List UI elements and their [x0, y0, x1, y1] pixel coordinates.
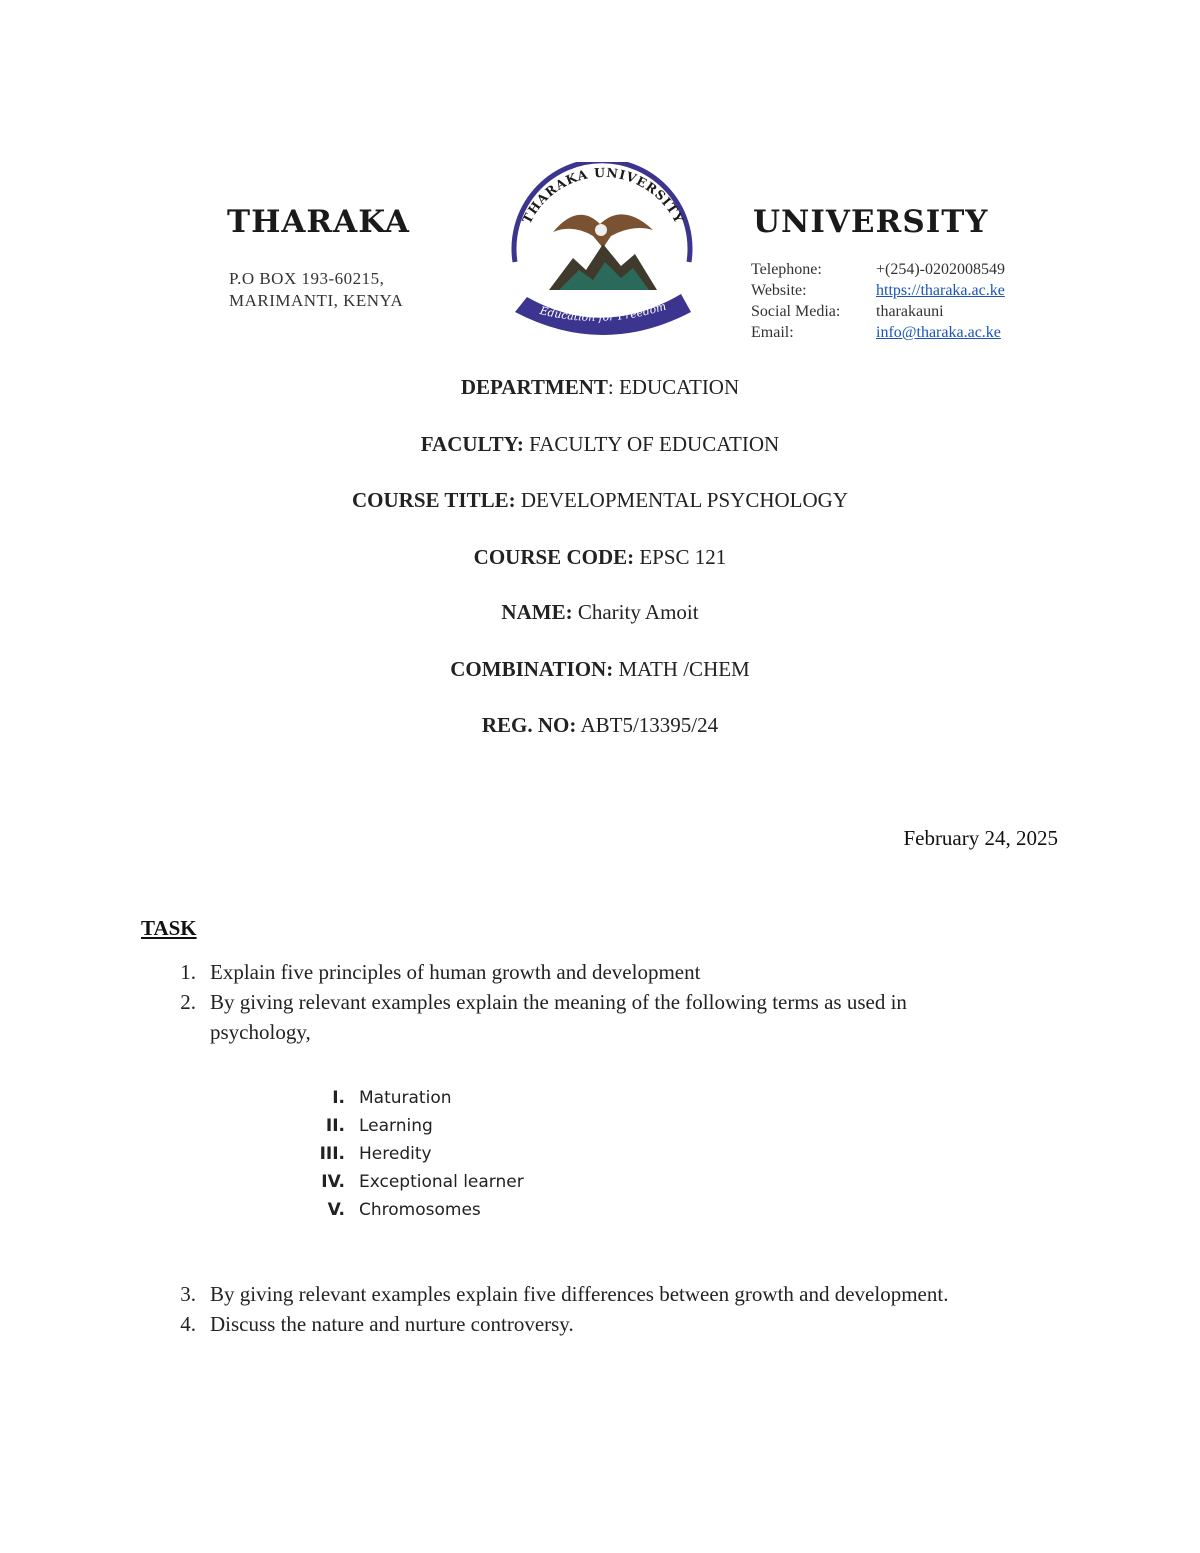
letterhead-left-word: THARAKA	[227, 204, 410, 240]
question-number: 3.	[180, 1282, 196, 1306]
logo-motto-text: Education for Freedom	[538, 299, 668, 324]
term-numeral: IV.	[321, 1172, 345, 1192]
term-numeral: III.	[319, 1144, 345, 1164]
contact-block	[751, 259, 1005, 343]
university-seal-icon	[493, 162, 711, 348]
submission-date: February 24, 2025	[903, 826, 1058, 850]
name-line	[0, 600, 1200, 625]
contact-row-email	[751, 322, 1005, 343]
contact-row-telephone	[751, 259, 1005, 280]
course-title-value: DEVELOPMENTAL PSYCHOLOGY	[520, 488, 848, 512]
department-label: DEPARTMENT	[460, 375, 608, 399]
website-link[interactable]: https://tharaka.ac.ke	[876, 282, 1005, 299]
question-text: By giving relevant examples explain the meaning of the following terms as used in	[210, 990, 907, 1014]
address-line-2: MARIMANTI, KENYA	[229, 291, 404, 310]
address-line-1: P.O BOX 193-60215,	[229, 269, 385, 288]
telephone-label: Telephone:	[751, 261, 822, 278]
contact-row-social	[751, 301, 1005, 322]
combination-line	[0, 657, 1200, 682]
question-text: By giving relevant examples explain five differences between growth and development.	[210, 1282, 949, 1306]
email-link[interactable]: info@tharaka.ac.ke	[876, 324, 1001, 341]
logo-arc-text: THARAKA UNIVERSITY	[519, 164, 687, 226]
course-code-value: EPSC 121	[639, 545, 727, 569]
question-text-continued: psychology,	[210, 1020, 311, 1044]
website-label: Website:	[751, 282, 807, 299]
task-heading: TASK	[141, 916, 197, 940]
term-text: Heredity	[359, 1144, 432, 1164]
reg-no-label: REG. NO:	[481, 713, 577, 737]
postal-address	[229, 268, 403, 312]
faculty-value: FACULTY OF EDUCATION	[529, 432, 780, 456]
telephone-value: +(254)-0202008549	[876, 261, 1006, 278]
email-label: Email:	[751, 324, 794, 341]
university-logo	[493, 162, 711, 348]
term-text: Maturation	[359, 1088, 452, 1108]
reg-no-line	[0, 713, 1200, 738]
question-number: 2.	[180, 990, 196, 1014]
course-title-label: COURSE TITLE:	[352, 488, 516, 512]
svg-text:THARAKA UNIVERSITY	[519, 165, 687, 226]
question-number: 1.	[180, 960, 196, 984]
term-text: Learning	[359, 1116, 433, 1136]
department-line: DEPARTMENT: EDUCATION	[460, 375, 740, 399]
question-number: 4.	[180, 1312, 196, 1336]
letterhead-right-word: UNIVERSITY	[753, 204, 989, 240]
term-numeral: II.	[325, 1116, 345, 1136]
course-code-label: COURSE CODE:	[473, 545, 635, 569]
social-media-value: tharakauni	[876, 303, 944, 320]
name-value: Charity Amoit	[577, 600, 699, 624]
term-numeral: I.	[332, 1088, 345, 1108]
name-label: NAME:	[501, 600, 573, 624]
combination-value: MATH /CHEM	[618, 657, 750, 681]
question-text: Explain five principles of human growth and development	[210, 960, 701, 984]
combination-label: COMBINATION:	[450, 657, 614, 681]
term-text: Chromosomes	[359, 1200, 481, 1220]
faculty-label: FACULTY:	[420, 432, 524, 456]
course-code-line	[0, 545, 1200, 570]
department-value: EDUCATION	[618, 375, 740, 399]
reg-no-value: ABT5/13395/24	[580, 713, 719, 737]
faculty-line	[0, 432, 1200, 457]
course-title-line	[0, 488, 1200, 513]
contact-row-website	[751, 280, 1005, 301]
term-numeral: V.	[327, 1200, 345, 1220]
question-text: Discuss the nature and nurture controversy.	[210, 1312, 574, 1336]
social-media-label: Social Media:	[751, 303, 841, 320]
term-text: Exceptional learner	[359, 1172, 524, 1192]
